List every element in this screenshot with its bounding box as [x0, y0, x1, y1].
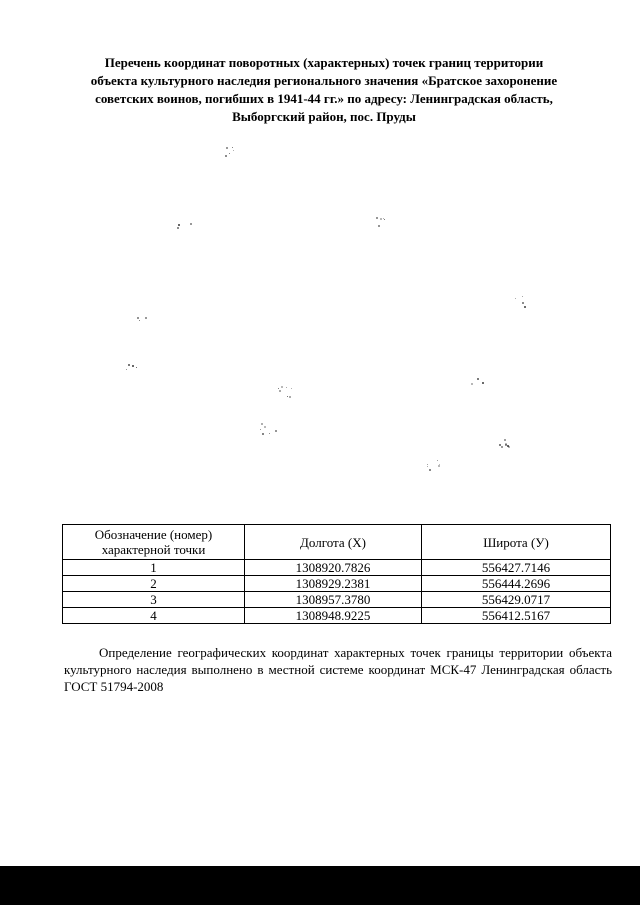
scan-speck [380, 218, 382, 220]
scan-speck [477, 378, 479, 380]
cell-x: 1308929.2381 [245, 576, 422, 592]
scan-speck [229, 153, 230, 154]
scan-speck [508, 446, 510, 448]
cell-point: 3 [63, 592, 245, 608]
scan-speck [376, 217, 378, 219]
cell-y: 556429.0717 [422, 592, 611, 608]
scan-speck [515, 298, 516, 299]
scan-speck [384, 219, 385, 220]
scan-speck [261, 423, 263, 425]
cell-point: 1 [63, 560, 245, 576]
scan-speck [190, 223, 192, 225]
scan-speck [126, 369, 127, 370]
scan-speck [226, 147, 228, 149]
scan-speck [501, 446, 503, 448]
cell-x: 1308957.3780 [245, 592, 422, 608]
table-row [63, 608, 611, 624]
scan-speck [438, 465, 440, 467]
scan-speck [437, 460, 438, 461]
table-row [63, 592, 611, 608]
scan-speck [275, 430, 277, 432]
scan-speck [177, 227, 179, 229]
scan-speck [178, 224, 180, 226]
scan-speck [128, 364, 130, 366]
header-point-number [63, 525, 245, 560]
header-latitude-y: Широта (У) [422, 525, 611, 560]
header-longitude-x: Долгота (Х) [245, 525, 422, 560]
heading-line-1: Перечень координат поворотных (характерных) точек границ территории [104, 55, 544, 70]
scan-speck [505, 444, 507, 446]
cell-point: 4 [63, 608, 245, 624]
scan-speck [136, 367, 137, 368]
heading-line-4: Выборгский район, пос. Пруды [232, 109, 416, 124]
cell-x: 1308920.7826 [245, 560, 422, 576]
scan-speck [281, 386, 283, 388]
scan-speck [278, 388, 279, 389]
scan-speck [145, 317, 147, 319]
scan-speck [427, 466, 428, 467]
cell-x: 1308948.9225 [245, 608, 422, 624]
scan-speck [289, 396, 291, 398]
scan-speck [429, 469, 431, 471]
coordinates-table [62, 524, 611, 624]
heading-line-3: советских воинов, погибших в 1941-44 гг.» по адресу: Ленинградская область, [95, 91, 553, 106]
scan-speck [471, 383, 473, 385]
scan-speck [291, 388, 292, 389]
scan-speck [279, 390, 281, 392]
scan-speck [132, 365, 134, 367]
header-point-line-2: характерной точки [101, 542, 206, 557]
table-row [63, 576, 611, 592]
scan-speck [232, 147, 233, 148]
cell-y: 556444.2696 [422, 576, 611, 592]
cell-point: 2 [63, 576, 245, 592]
scan-speck [427, 464, 428, 465]
scan-speck [225, 155, 227, 157]
scan-speck [233, 150, 234, 151]
scan-speck [269, 433, 270, 434]
scan-speck [504, 439, 506, 441]
scan-speck [522, 296, 523, 297]
scan-speck [260, 429, 261, 430]
scan-speck [287, 396, 288, 397]
heading-line-2: объекта культурного наследия регионального значения «Братское захоронение [90, 73, 558, 88]
scan-speck [522, 302, 524, 304]
scan-speck [262, 433, 264, 435]
scan-speck [286, 387, 287, 388]
scan-speck [482, 382, 484, 384]
scan-speck [524, 306, 526, 308]
scan-speck [264, 426, 266, 428]
scan-speck [378, 225, 380, 227]
header-point-line-1: Обозначение (номер) [94, 527, 213, 542]
coordinate-system-note: Определение географических координат характерных точек границы территории объекта культурного наследия выполнено в местной системе координат МСК-47 Ленинградская область ГОСТ 51794-2008 [64, 645, 612, 694]
scan-footer-band [0, 866, 640, 905]
table-row [63, 560, 611, 576]
scan-speck [137, 317, 139, 319]
cell-y: 556412.5167 [422, 608, 611, 624]
scan-speck [139, 320, 140, 321]
table-header-row [63, 525, 611, 560]
cell-y: 556427.7146 [422, 560, 611, 576]
